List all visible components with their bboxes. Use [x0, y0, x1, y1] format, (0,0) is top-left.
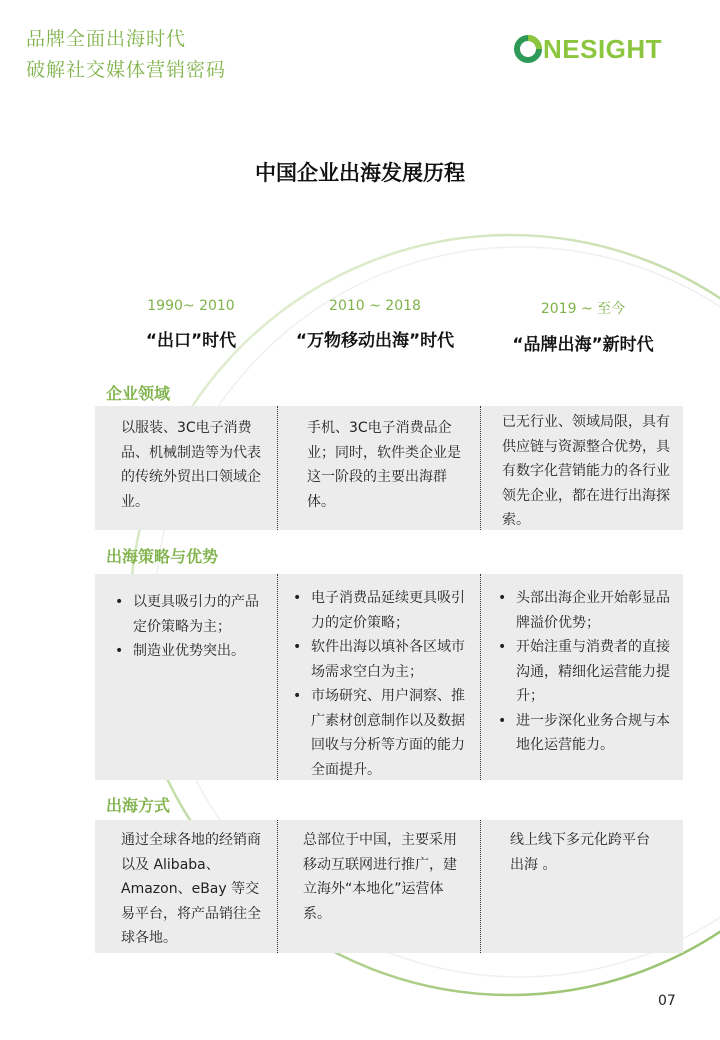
strategy-cell-1 — [95, 574, 277, 780]
era-3-years: 2019 ~ 至今 — [540, 301, 626, 317]
method-cell-1: 通过全球各地的经销商以及 Alibaba、Amazon、eBay 等交易平台，将产品销往全球各地。 — [121, 832, 261, 946]
section-label-method: 出海方式 — [106, 796, 171, 815]
logo-o-icon — [513, 34, 543, 64]
strategy-row — [95, 574, 683, 780]
era-1 — [91, 298, 291, 351]
era-2-name: “万物移动出海”时代 — [295, 331, 455, 351]
list-item: • 市场研究、用户洞察、推广素材创意制作以及数据回收与分析等方面的能力全面提升。 — [293, 684, 470, 782]
era-3 — [483, 298, 683, 355]
method-cell-2: 总部位于中国，主要采用移动互联网进行推广，建立海外“本地化”运营体系。 — [303, 832, 457, 922]
column-divider — [480, 406, 481, 530]
header-subtitle-line2: 破解社交媒体营销密码 — [26, 59, 227, 81]
domain-cell-2: 手机、3C电子消费品企业；同时，软件类企业是这一阶段的主要出海群体。 — [307, 420, 461, 510]
domain-cell-3: 已无行业、领域局限，具有供应链与资源整合优势，具有数字化营销能力的各行业领先企业，都在进行出海探索。 — [502, 414, 670, 528]
strategy-cell-2 — [277, 574, 480, 780]
domain-row — [95, 406, 683, 530]
list-item: • 开始注重与消费者的直接沟通，精细化运营能力提升； — [498, 635, 671, 709]
era-2 — [275, 298, 475, 351]
strategy-cell-3 — [480, 574, 683, 780]
column-divider — [277, 574, 278, 780]
column-divider — [277, 820, 278, 953]
method-cell-3: 线上线下多元化跨平台出海 。 — [510, 832, 650, 873]
era-1-years: 1990~ 2010 — [147, 298, 235, 314]
page-number: 07 — [658, 993, 676, 1009]
list-item: • 软件出海以填补各区域市场需求空白为主； — [293, 635, 470, 684]
method-row — [95, 820, 683, 953]
section-label-strategy: 出海策略与优势 — [106, 547, 219, 566]
column-divider — [277, 406, 278, 530]
header-subtitle-line1: 品牌全面出海时代 — [26, 28, 187, 50]
list-item: • 头部出海企业开始彰显品牌溢价优势； — [498, 586, 671, 635]
era-2-years: 2010 ~ 2018 — [329, 298, 421, 314]
section-label-domain: 企业领域 — [106, 384, 171, 403]
domain-cell-1: 以服装、3C电子消费品、机械制造等为代表的传统外贸出口领域企业。 — [121, 420, 261, 510]
list-item: • 电子消费品延续更具吸引力的定价策略； — [293, 586, 470, 635]
era-1-name: “出口”时代 — [145, 331, 237, 351]
list-item: • 以更具吸引力的产品定价策略为主； — [115, 590, 263, 639]
logo-text: NESIGHT — [543, 33, 663, 64]
column-divider — [480, 820, 481, 953]
list-item: • 制造业优势突出。 — [115, 639, 263, 664]
page-title: 中国企业出海发展历程 — [255, 161, 465, 185]
list-item: • 进一步深化业务合规与本地化运营能力。 — [498, 709, 671, 758]
onesight-logo — [513, 34, 662, 64]
column-divider — [480, 574, 481, 780]
era-3-name: “品牌出海”新时代 — [512, 335, 654, 355]
